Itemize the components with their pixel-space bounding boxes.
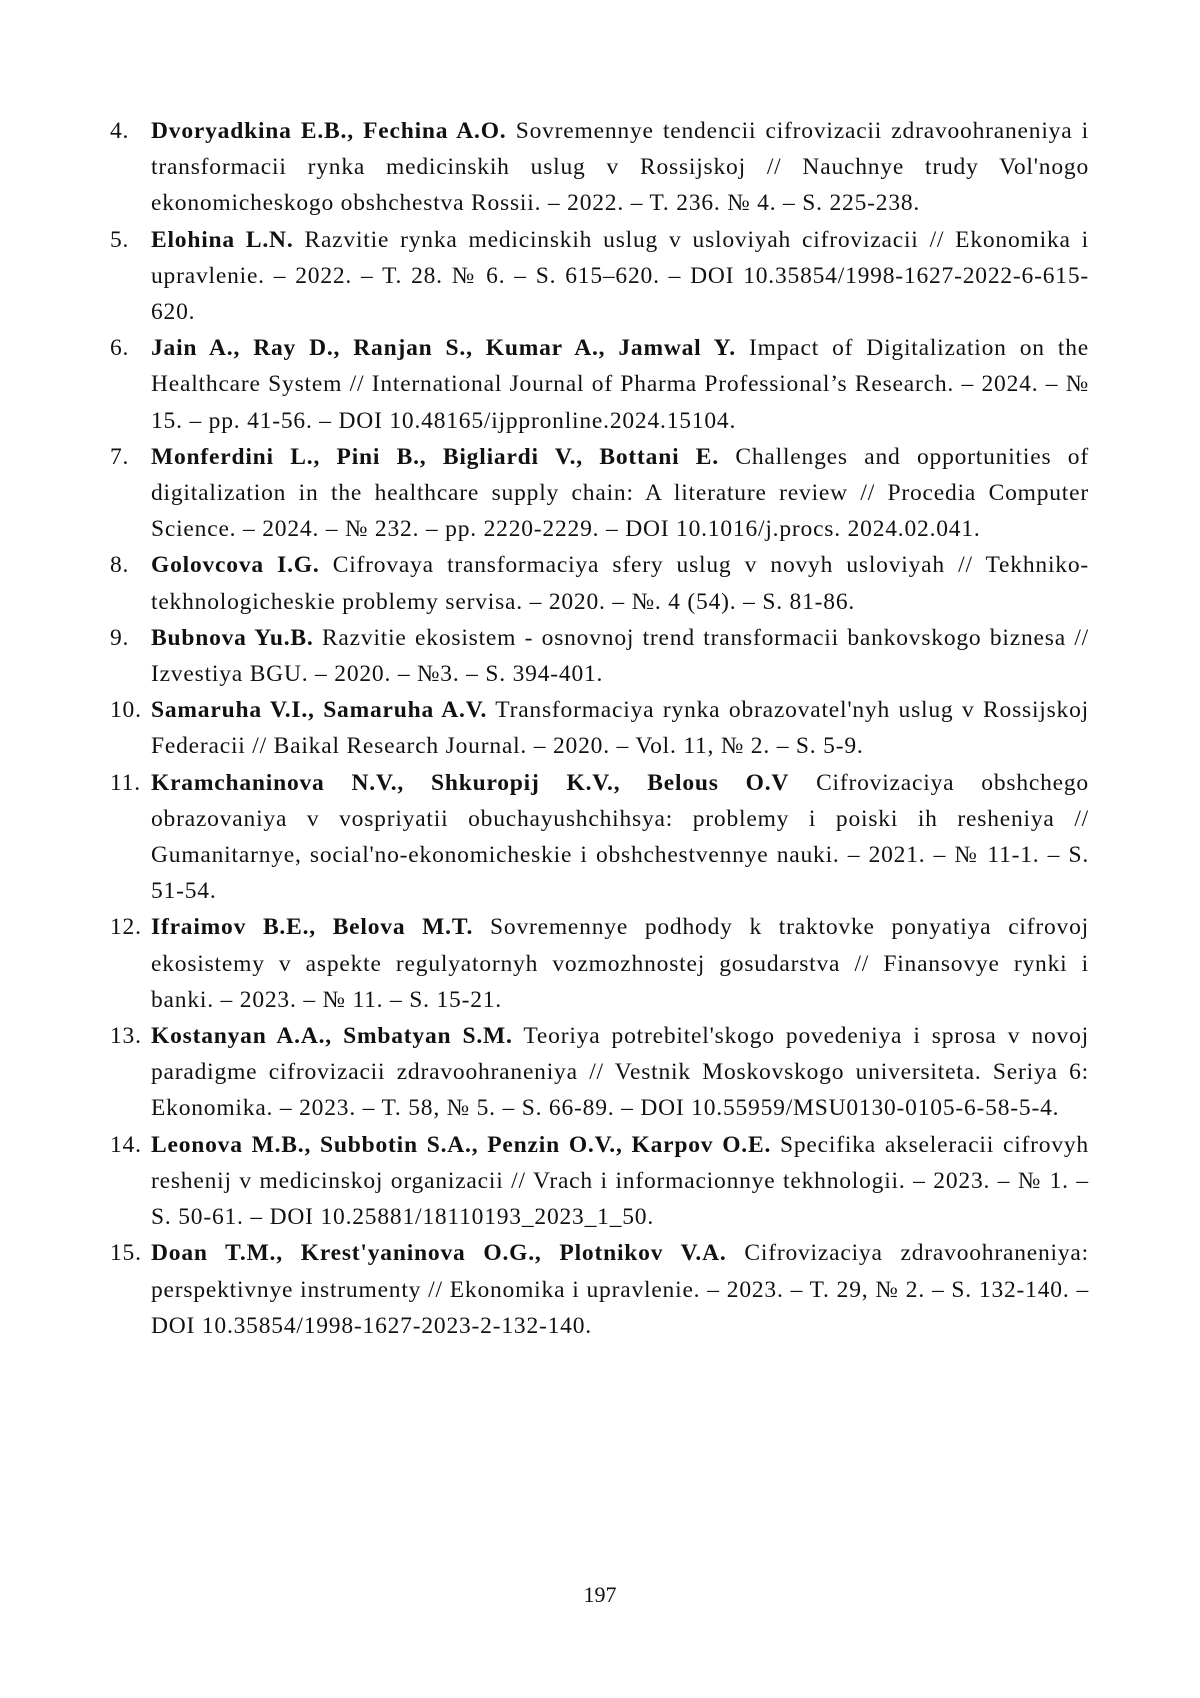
reference-authors: Kostanyan A.A., Smbatyan S.M. [151, 1023, 513, 1050]
reference-item [110, 765, 1089, 910]
reference-authors: Monferdini L., Pini B., Bigliardi V., Bottani E. [151, 443, 719, 470]
reference-number: 4. [110, 118, 130, 144]
reference-item [110, 222, 1089, 331]
reference-number: 14. [110, 1131, 142, 1158]
reference-text: Specifika akseleracii cifrovyh reshenij v medicinskoj organizacii // Vrach i informacionnye tekhnologii. – 2023. – № 1. – S. 50-61. – DOI 10.25881/18110193_2023_1_50. [151, 1131, 1089, 1231]
reference-number: 11. [110, 769, 141, 796]
reference-number: 9. [110, 624, 130, 651]
reference-text: Razvitie ekosistem - osnovnoj trend transformacii bankovskogo biznesa // Izvestiya BGU. – 2020. – №3. – S. 394-401. [151, 624, 1089, 688]
reference-item [110, 330, 1089, 439]
reference-number: 15. [110, 1240, 142, 1267]
reference-text: Sovremennye podhody k traktovke ponyatiya cifrovoj ekosistemy v aspekte regulyatornyh vozmozhnostej gosudarstva // Finansovye rynki i banki. – 2023. – № 11. – S. 15-21. [151, 914, 1089, 1013]
reference-authors: Golovcova I.G. [151, 552, 320, 579]
reference-item [110, 439, 1089, 548]
reference-authors: Jain A., Ray D., Ranjan S., Kumar A., Jamwal Y. [151, 335, 736, 362]
reference-authors: Elohina L.N. [151, 226, 294, 253]
reference-item [110, 620, 1089, 692]
reference-authors: Leonova M.B., Subbotin S.A., Penzin O.V., Karpov O.E. [151, 1131, 772, 1158]
reference-text: Razvitie rynka medicinskih uslug v usloviyah cifrovizacii // Ekonomika i upravlenie. – 2022. – T. 28. № 6. – S. 615–620. – DOI 10.35854/1998-1627-2022-6-615-620. [151, 226, 1089, 326]
reference-number: 5. [110, 226, 130, 253]
reference-text: Transformaciya rynka obrazovatel'nyh uslug v Rossijskoj Federacii // Baikal Research Journal. – 2020. – Vol. 11, № 2. – S. 5-9. [151, 697, 1089, 760]
reference-item [110, 1018, 1089, 1127]
reference-authors: Doan T.M., Krest'yaninova O.G., Plotnikov V.A. [151, 1240, 727, 1267]
reference-authors: Ifraimov B.E., Belova M.T. [151, 914, 474, 941]
reference-number: 7. [110, 443, 130, 470]
reference-authors: Dvoryadkina E.B., Fechina A.O. [151, 118, 507, 144]
reference-item [110, 692, 1089, 764]
reference-authors: Bubnova Yu.B. [151, 624, 314, 651]
reference-authors: Kramchaninova N.V., Shkuropij K.V., Belous O.V [151, 769, 790, 796]
reference-list [110, 113, 1089, 1344]
reference-text: Cifrovaya transformaciya sfery uslug v novyh usloviyah // Tekhniko-tekhnologicheskie problemy servisa. – 2020. – №. 4 (54). – S. 81-86. [151, 552, 1089, 615]
reference-authors: Samaruha V.I., Samaruha A.V. [151, 697, 488, 724]
reference-item [110, 113, 1089, 222]
reference-number: 13. [110, 1023, 142, 1050]
reference-text: Challenges and opportunities of digitalization in the healthcare supply chain: A literature review // Procedia Computer Science. – 2024. – № 232. – pp. 2220-2229. – DOI 10.1016/j.procs. 2024.02.041. [151, 443, 1089, 543]
reference-text: Sovremennye tendencii cifrovizacii zdravoohraneniya i transformacii rynka medicinskih uslug v Rossijskoj // Nauchnye trudy Vol'nogo ekonomicheskogo obshchestva Rossii. – 2022. – T. 236. № 4. – S. 225-238. [151, 118, 1089, 217]
reference-item [110, 909, 1089, 1018]
reference-number: 12. [110, 914, 142, 941]
reference-item [110, 547, 1089, 619]
reference-item [110, 1235, 1089, 1344]
reference-text: Teoriya potrebitel'skogo povedeniya i sprosa v novoj paradigme cifrovizacii zdravoohraneniya // Vestnik Moskovskogo universiteta. Seriya 6: Ekonomika. – 2023. – T. 58, № 5. – S. 66-89. – DOI 10.55959/MSU0130-0105-6-58-5-4. [151, 1023, 1089, 1122]
reference-text: Cifrovizaciya obshchego obrazovaniya v vospriyatii obuchayushchihsya: problemy i poiski ih resheniya // Gumanitarnye, social'no-ekonomicheskie i obshchestvennye nauki. – 2021. – № 11-1. – S. 51-54. [151, 769, 1089, 905]
reference-text: Cifrovizaciya zdravoohraneniya: perspektivnye instrumenty // Ekonomika i upravlenie. – 2023. – T. 29, № 2. – S. 132-140. – DOI 10.35854/1998-1627-2023-2-132-140. [151, 1240, 1089, 1339]
reference-number: 10. [110, 697, 142, 724]
reference-number: 8. [110, 552, 130, 579]
page-number: 197 [583, 1582, 617, 1607]
reference-number: 6. [110, 335, 130, 362]
reference-text: Impact of Digitalization on the Healthcare System // International Journal of Pharma Professional’s Research. – 2024. – № 15. – pp. 41-56. – DOI 10.48165/ijppronline.2024.15104. [151, 335, 1089, 434]
reference-item [110, 1127, 1089, 1236]
